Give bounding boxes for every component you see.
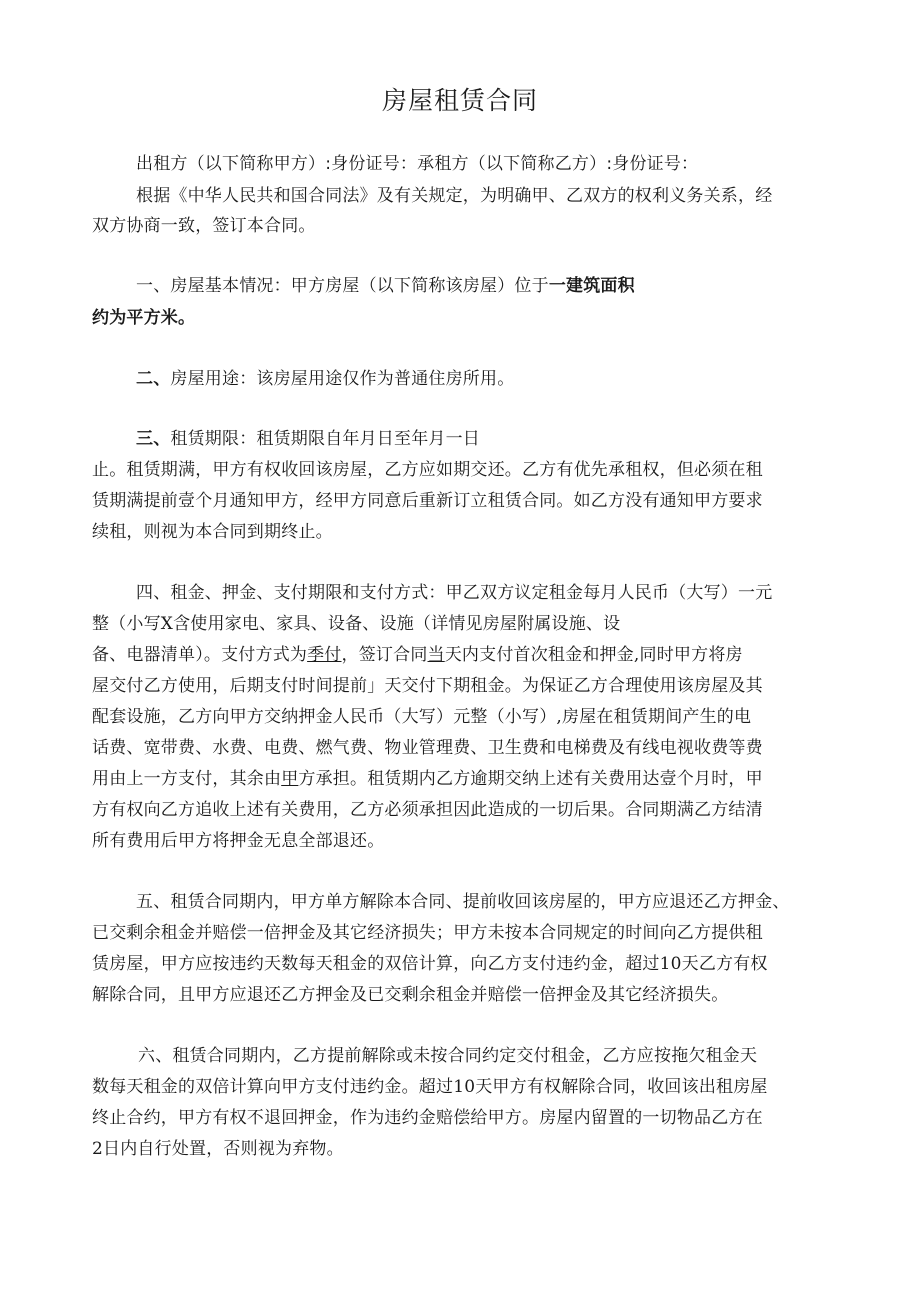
clause-3-line-3: 赁期满提前壹个月通知甲方，经甲方同意后重新订立租赁合同。如乙方没有通知甲方要求 (92, 491, 763, 511)
clause-3-text: 租赁期限：租赁期限自年月日至年月一日 (170, 429, 481, 449)
clause-2-number: 二、 (136, 369, 171, 389)
payment-method-label: 备、电器清单）。支付方式为 (92, 645, 308, 665)
clause-3-line-4: 续租，则视为本合同到期终止。 (92, 522, 333, 542)
clause-1-location-text: 一、房屋基本情况：甲方房屋（以下简称该房屋）位于 (136, 276, 549, 296)
clause-4-line-2: 整（小写X含使用家电、家具、设备、设施（详情见房屋附属设施、设 (92, 614, 621, 634)
clause-1-line-2: 约为平方米。 (92, 308, 196, 328)
clause-4-line-9: 所有费用后甲方将押金无息全部退还。 (92, 831, 385, 851)
clause-5-line-3: 赁房屋，甲方应按违约天数每天租金的双倍计算，向乙方支付违约金，超过10天乙方有权 (92, 954, 768, 974)
clause-6-line-1: 六、租赁合同期内，乙方提前解除或未按合同约定交付租金，乙方应按拖欠租金天 (138, 1046, 758, 1066)
clause-5-line-2: 已交剩余租金并赔偿一倍押金及其它经济损失；甲方未按本合同规定的时间向乙方提供租 (92, 923, 763, 943)
parties-line: 出租方（以下简称甲方）:身份证号：承租方（以下简称乙方）:身份证号： (136, 154, 699, 174)
clause-4-line-7 (92, 769, 763, 789)
clause-2-line (136, 369, 514, 389)
clause-3-line-1 (136, 429, 480, 449)
document-title: 房屋租赁合同 (381, 86, 538, 115)
overdue-fee-text: 方承担。租赁期内乙方逾期交纳上述有关费用达壹个月时，甲 (298, 769, 763, 789)
clause-6-line-3: 终止合约，甲方有权不退回押金，作为违约金赔偿给甲方。房屋内留置的一切物品乙方在 (92, 1108, 763, 1128)
clause-6-line-2: 数每天租金的双倍计算向甲方支付违约金。超过10天甲方有权解除合同，收回该出租房屋 (92, 1077, 768, 1097)
clause-5-line-1: 五、租赁合同期内，甲方单方解除本合同、提前收回该房屋的，甲方应退还乙方押金、 (136, 892, 790, 912)
clause-4-line-4: 屋交付乙方使用，后期支付时间提前」天交付下期租金。为保证乙方合理使用该房屋及其 (92, 676, 763, 696)
fee-payer-value: 甲 (281, 769, 299, 789)
clause-4-line-3 (92, 645, 743, 665)
preamble-line-1: 根据《中华人民共和国合同法》及有关规定，为明确甲、乙双方的权利义务关系，经 (136, 186, 773, 206)
signing-day-value: 当 (427, 645, 445, 665)
clause-1-line-1 (136, 276, 635, 296)
clause-4-line-8: 方有权向乙方追收上述有关费用，乙方必须承担因此造成的一切后果。合同期满乙方结清 (92, 800, 763, 820)
clause-4-line-1: 四、租金、押金、支付期限和支付方式：甲乙双方议定租金每月人民币（大写）一元 (136, 583, 773, 603)
clause-4-line-5: 配套设施，乙方向甲方交纳押金人民币（大写）元整（小写）,房屋在租赁期间产生的电 (92, 707, 752, 727)
preamble-line-2: 双方协商一致，签订本合同。 (92, 216, 316, 236)
clause-3-number: 三、 (136, 429, 171, 449)
clause-2-text: 房屋用途：该房屋用途仅作为普通住房所用。 (170, 369, 515, 389)
clause-1-area-label: 一建筑面积 (548, 276, 635, 296)
first-payment-text: 天内支付首次租金和押金,同时甲方将房 (444, 645, 743, 665)
contract-signing-text: ，签订合同 (341, 645, 428, 665)
clause-6-line-4: 2日内自行处置，否则视为弃物。 (92, 1139, 344, 1159)
fee-payer-text: 用由上一方支付，其余由 (92, 769, 282, 789)
payment-method-value: 季付 (307, 645, 342, 665)
clause-5-line-4: 解除合同，且甲方应退还乙方押金及已交剩余租金并赔偿一倍押金及其它经济损失。 (92, 985, 729, 1005)
clause-4-line-6: 话费、宽带费、水费、电费、燃气费、物业管理费、卫生费和电梯费及有线电视收费等费 (92, 738, 763, 758)
clause-3-line-2: 止。租赁期满，甲方有权收回该房屋，乙方应如期交还。乙方有优先承租权，但必须在租 (92, 460, 763, 480)
